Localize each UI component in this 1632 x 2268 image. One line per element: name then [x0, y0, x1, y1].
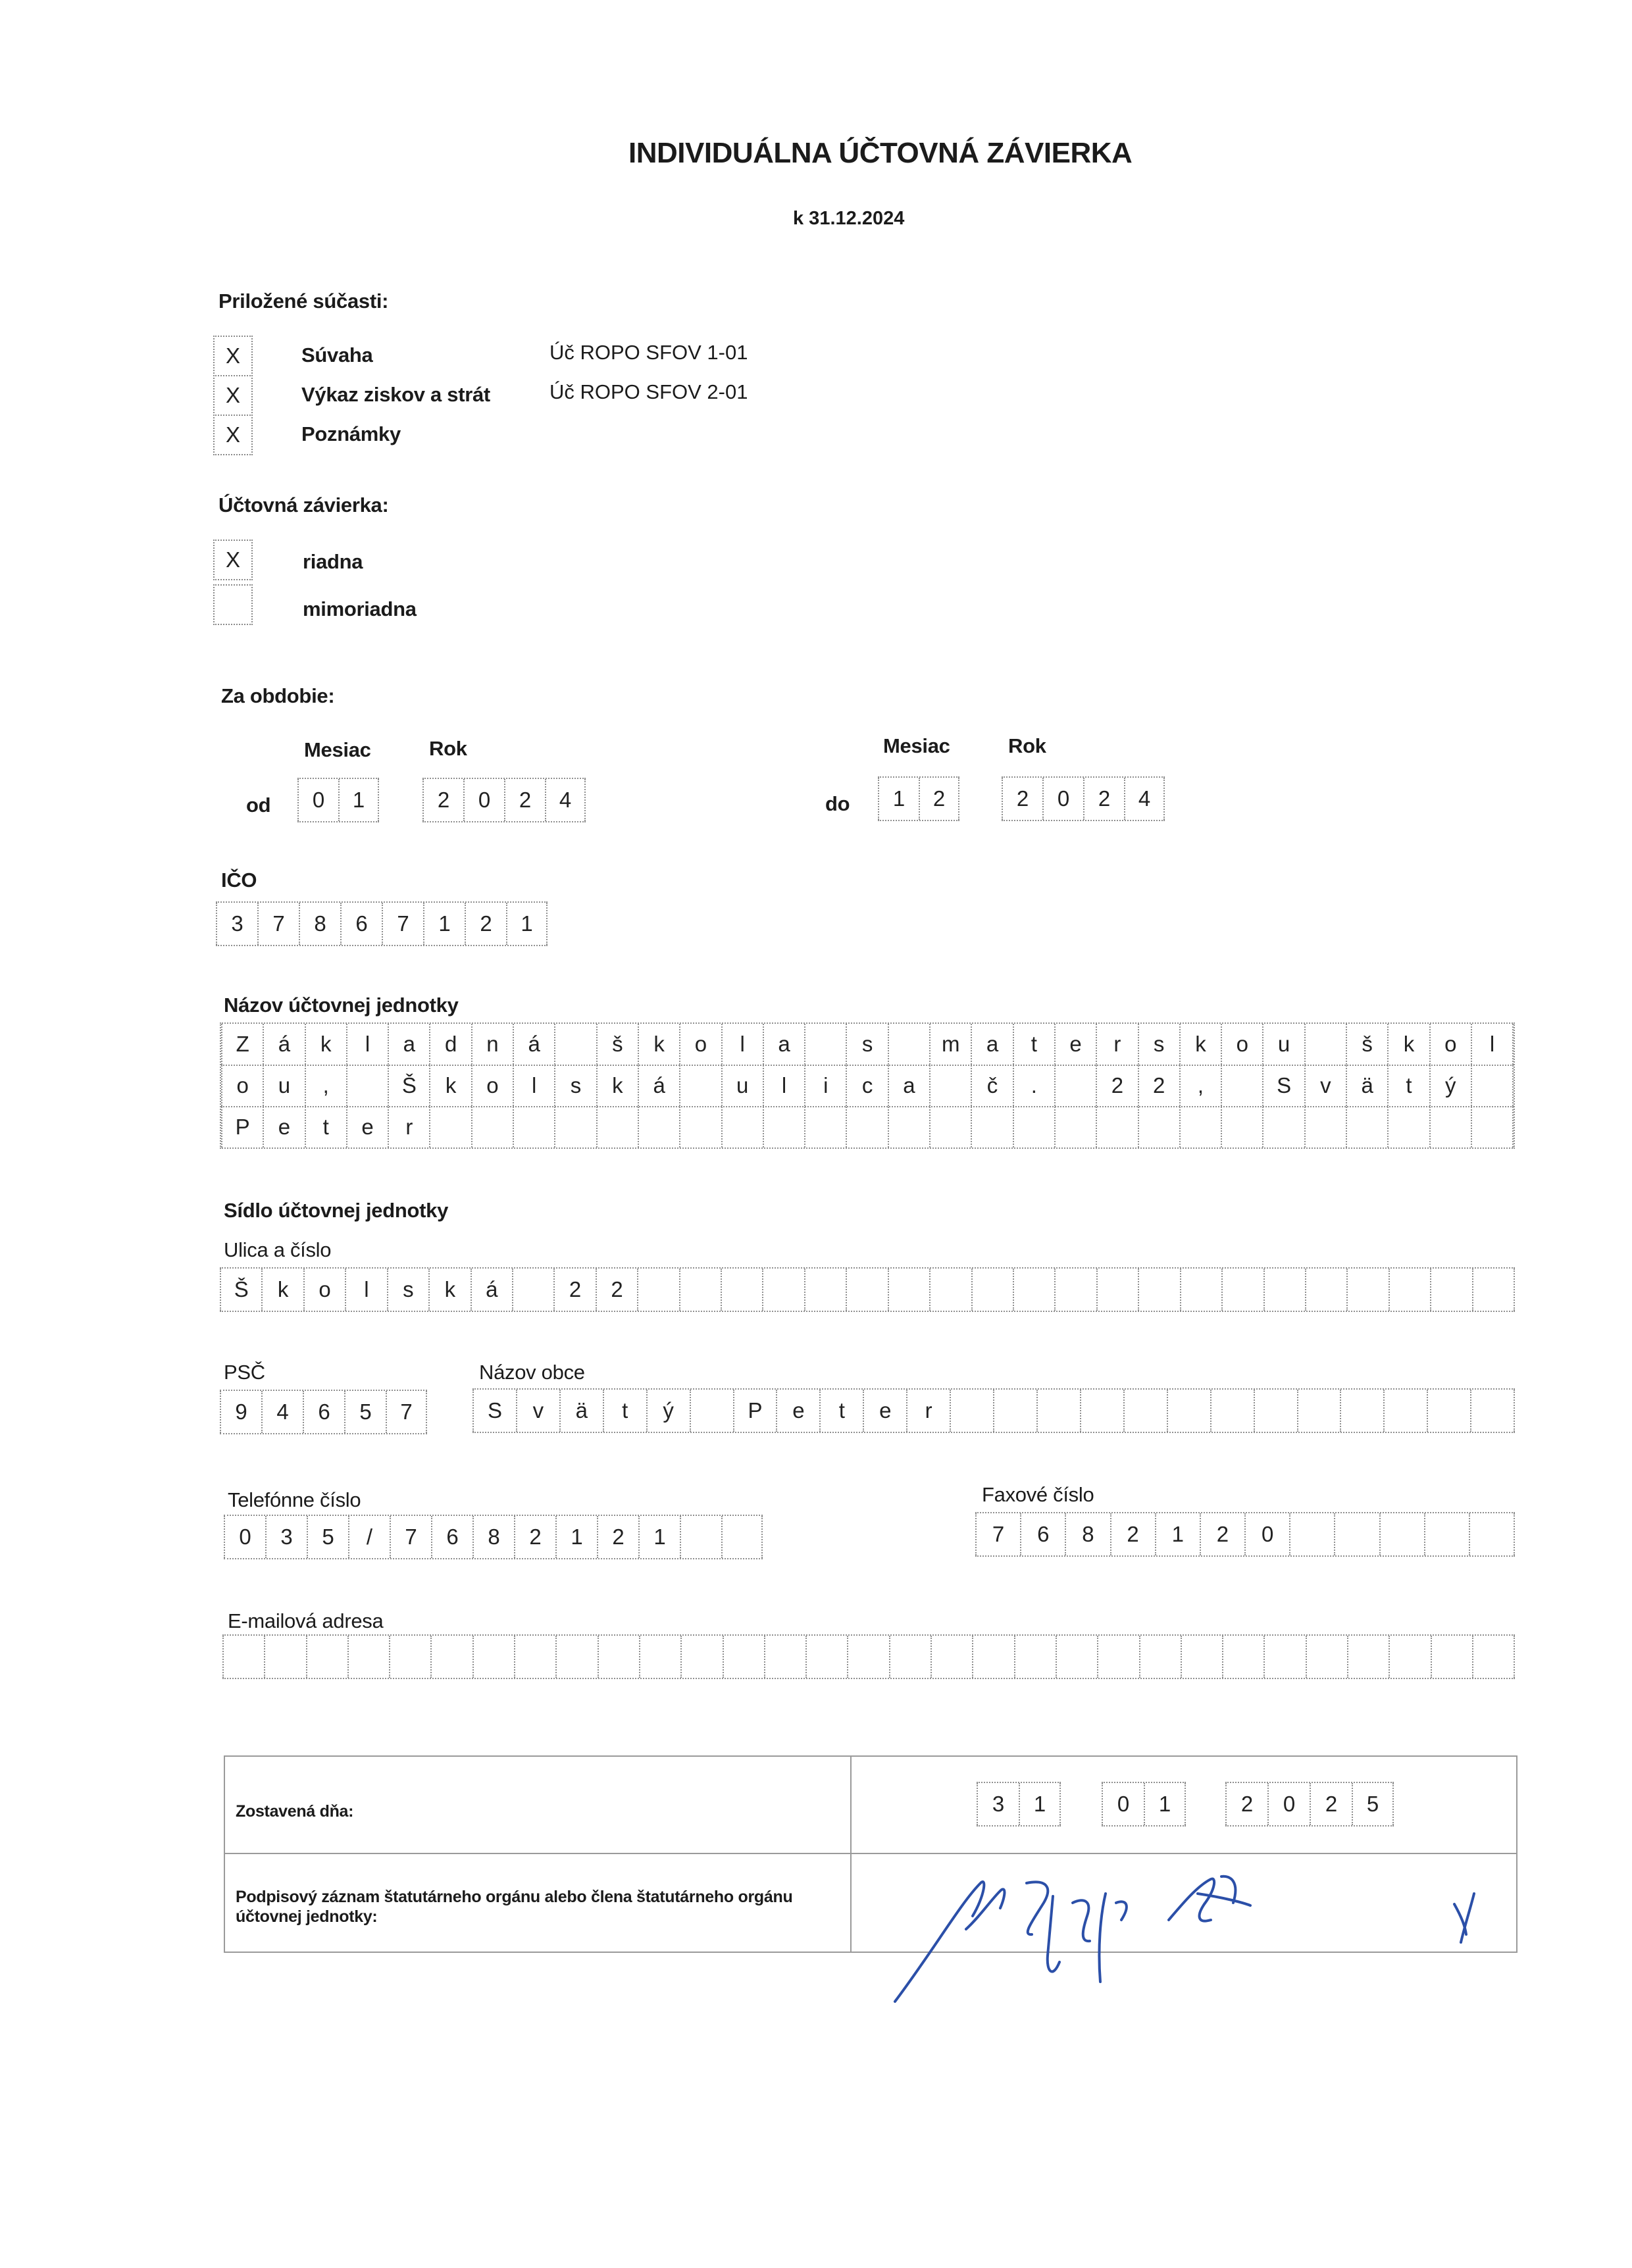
char-cell	[1138, 1269, 1179, 1311]
char-cell	[638, 1107, 679, 1147]
char-cell	[1138, 1107, 1179, 1147]
char-cell	[430, 1636, 472, 1678]
char-cell: a	[971, 1024, 1012, 1065]
compiled-year-field[interactable]	[1225, 1782, 1394, 1827]
digit-cell	[1379, 1513, 1424, 1555]
char-cell: o	[1429, 1024, 1471, 1065]
digit-cell	[680, 1516, 721, 1558]
char-cell: č	[971, 1065, 1012, 1106]
digit-cell: 2	[1002, 778, 1042, 820]
char-cell	[1430, 1269, 1471, 1311]
digit-cell: 3	[216, 903, 257, 945]
char-cell: á	[513, 1024, 554, 1065]
from-month-label: Mesiac	[304, 738, 371, 761]
char-cell: ä	[559, 1390, 603, 1432]
char-cell	[1054, 1269, 1096, 1311]
digit-cell: 1	[1144, 1783, 1186, 1825]
char-cell	[554, 1024, 596, 1065]
from-year-field[interactable]	[422, 778, 586, 822]
char-cell: 2	[1096, 1065, 1137, 1106]
char-cell	[429, 1107, 471, 1147]
attachment-checkbox-suvaha[interactable]: X	[213, 336, 253, 376]
digit-cell: 1	[555, 1516, 597, 1558]
ico-field[interactable]	[216, 901, 548, 946]
char-cell: Š	[388, 1065, 429, 1106]
char-cell: š	[596, 1024, 638, 1065]
char-cell	[1471, 1107, 1514, 1147]
digit-cell: 1	[1019, 1783, 1061, 1825]
char-cell: v	[1304, 1065, 1346, 1106]
fax-field[interactable]	[975, 1512, 1515, 1557]
char-cell: á	[471, 1269, 512, 1311]
char-cell	[847, 1636, 888, 1678]
char-cell	[1221, 1065, 1262, 1106]
char-cell	[1263, 1636, 1305, 1678]
char-cell	[1222, 1636, 1263, 1678]
char-cell	[1054, 1107, 1096, 1147]
char-cell	[1297, 1390, 1340, 1432]
char-cell	[679, 1065, 721, 1106]
char-cell: m	[929, 1024, 971, 1065]
seat-heading: Sídlo účtovnej jednotky	[224, 1199, 449, 1222]
char-cell	[1304, 1024, 1346, 1065]
digit-cell: 1	[506, 903, 548, 945]
digit-cell: 7	[975, 1513, 1020, 1555]
char-cell: s	[387, 1269, 428, 1311]
digit-cell: 7	[257, 903, 299, 945]
char-cell	[1471, 1065, 1514, 1106]
char-cell	[1014, 1636, 1056, 1678]
char-cell	[1340, 1390, 1383, 1432]
digit-cell: 4	[1124, 778, 1165, 820]
digit-cell: 7	[382, 903, 423, 945]
digit-cell: 1	[1155, 1513, 1200, 1555]
char-cell	[764, 1636, 805, 1678]
attachment-code-suvaha: Úč ROPO SFOV 1-01	[549, 341, 748, 364]
char-cell: e	[1054, 1024, 1096, 1065]
char-cell	[1472, 1636, 1515, 1678]
char-cell: n	[471, 1024, 513, 1065]
char-cell	[1389, 1636, 1430, 1678]
char-cell	[846, 1107, 887, 1147]
char-cell	[639, 1636, 680, 1678]
char-cell: u	[721, 1065, 763, 1106]
digit-cell	[721, 1516, 763, 1558]
char-cell: r	[906, 1390, 950, 1432]
char-cell	[888, 1024, 929, 1065]
digit-cell: 4	[261, 1391, 303, 1433]
char-cell: k	[596, 1065, 638, 1106]
char-cell	[972, 1636, 1013, 1678]
digit-cell: 5	[1352, 1783, 1394, 1825]
char-cell: Z	[221, 1024, 263, 1065]
char-cell	[347, 1636, 389, 1678]
char-cell	[1346, 1269, 1388, 1311]
digit-cell: 2	[1225, 1783, 1267, 1825]
char-cell	[1306, 1636, 1347, 1678]
char-cell	[971, 1107, 1012, 1147]
signature-image	[855, 1857, 1514, 2015]
psc-field[interactable]	[220, 1390, 427, 1434]
char-cell	[888, 1107, 929, 1147]
char-cell: r	[1096, 1024, 1137, 1065]
digit-cell: 2	[597, 1516, 638, 1558]
street-label: Ulica a číslo	[224, 1238, 332, 1261]
town-field[interactable]	[472, 1388, 1515, 1433]
char-cell: o	[1221, 1024, 1262, 1065]
char-cell: c	[846, 1065, 887, 1106]
char-cell	[929, 1269, 971, 1311]
char-cell	[679, 1107, 721, 1147]
char-cell	[1263, 1269, 1305, 1311]
digit-cell: 1	[878, 778, 919, 820]
fax-label: Faxové číslo	[982, 1483, 1094, 1506]
digit-cell: 6	[1020, 1513, 1065, 1555]
digit-cell: 6	[431, 1516, 472, 1558]
digit-cell: 2	[465, 903, 506, 945]
closing-regular-label: riadna	[303, 550, 363, 573]
char-cell	[931, 1636, 972, 1678]
digit-cell: 5	[344, 1391, 386, 1433]
digit-cell: 8	[472, 1516, 514, 1558]
char-cell	[762, 1269, 803, 1311]
char-cell	[993, 1390, 1036, 1432]
char-cell	[763, 1107, 804, 1147]
attachment-label-vykaz: Výkaz ziskov a strát	[301, 383, 490, 406]
char-cell	[346, 1065, 388, 1106]
char-cell	[1221, 1107, 1262, 1147]
closing-extraordinary-checkbox[interactable]	[213, 584, 253, 625]
char-cell	[1383, 1390, 1427, 1432]
digit-cell: 0	[463, 779, 504, 821]
char-cell	[389, 1636, 430, 1678]
attachment-checkbox-vykaz[interactable]: X	[213, 375, 253, 416]
closing-regular-checkbox[interactable]: X	[213, 540, 253, 580]
char-cell: e	[776, 1390, 819, 1432]
digit-cell: 8	[1065, 1513, 1109, 1555]
char-cell: a	[763, 1024, 804, 1065]
char-cell: k	[305, 1024, 346, 1065]
digit-cell: 1	[423, 903, 465, 945]
char-cell	[1427, 1390, 1470, 1432]
char-cell: s	[846, 1024, 887, 1065]
char-cell: v	[516, 1390, 559, 1432]
char-cell: á	[638, 1065, 679, 1106]
from-year-label: Rok	[429, 737, 467, 760]
to-year-field[interactable]	[1002, 776, 1165, 821]
to-label: do	[825, 792, 850, 815]
char-cell: e	[263, 1107, 304, 1147]
char-cell: ,	[1179, 1065, 1221, 1106]
char-cell	[680, 1636, 722, 1678]
phone-field[interactable]	[224, 1515, 763, 1559]
char-cell	[950, 1390, 993, 1432]
char-cell	[513, 1107, 554, 1147]
to-month-label: Mesiac	[883, 734, 950, 757]
char-cell: P	[733, 1390, 777, 1432]
char-cell	[306, 1636, 347, 1678]
char-cell	[971, 1269, 1013, 1311]
char-cell: ,	[305, 1065, 346, 1106]
digit-cell: 2	[1083, 778, 1124, 820]
char-cell: t	[305, 1107, 346, 1147]
char-cell: o	[471, 1065, 513, 1106]
digit-cell	[1469, 1513, 1515, 1555]
char-cell: ä	[1346, 1065, 1387, 1106]
char-cell: r	[388, 1107, 429, 1147]
char-cell	[637, 1269, 678, 1311]
digit-cell: 7	[390, 1516, 431, 1558]
char-cell	[721, 1269, 762, 1311]
closing-extraordinary-label: mimoriadna	[303, 597, 417, 620]
char-cell	[1304, 1107, 1346, 1147]
char-cell	[471, 1107, 513, 1147]
char-cell	[1346, 1107, 1387, 1147]
from-label: od	[246, 794, 271, 817]
char-cell: k	[638, 1024, 679, 1065]
digit-cell	[1424, 1513, 1469, 1555]
char-cell: l	[763, 1065, 804, 1106]
digit-cell: 0	[1102, 1783, 1144, 1825]
digit-cell: 1	[638, 1516, 680, 1558]
char-cell: P	[221, 1107, 263, 1147]
digit-cell	[1289, 1513, 1334, 1555]
street-field[interactable]	[220, 1267, 1515, 1312]
char-cell: l	[1471, 1024, 1514, 1065]
char-cell	[805, 1636, 847, 1678]
char-cell	[1096, 1107, 1137, 1147]
char-cell: d	[429, 1024, 471, 1065]
char-cell	[1429, 1107, 1471, 1147]
char-cell: u	[1262, 1024, 1304, 1065]
char-cell: .	[1013, 1065, 1054, 1106]
digit-cell: 1	[338, 779, 379, 821]
char-cell: l	[721, 1024, 763, 1065]
char-cell	[1123, 1390, 1167, 1432]
char-cell	[1181, 1636, 1222, 1678]
town-label: Názov obce	[479, 1361, 585, 1384]
digit-cell: /	[348, 1516, 390, 1558]
digit-cell: 6	[303, 1391, 344, 1433]
entity-name-row-2	[221, 1065, 1514, 1107]
attachment-label-suvaha: Súvaha	[301, 343, 373, 366]
char-cell: u	[263, 1065, 304, 1106]
char-cell	[889, 1636, 931, 1678]
char-cell	[723, 1636, 764, 1678]
digit-cell: 2	[504, 779, 545, 821]
char-cell	[1036, 1390, 1080, 1432]
ico-label: IČO	[221, 869, 257, 892]
char-cell	[1080, 1390, 1123, 1432]
email-field[interactable]	[222, 1634, 1515, 1679]
char-cell: S	[472, 1390, 516, 1432]
footer-column-divider	[850, 1755, 852, 1953]
char-cell	[554, 1107, 596, 1147]
char-cell	[929, 1107, 971, 1147]
digit-cell: 2	[919, 778, 959, 820]
char-cell: á	[263, 1024, 304, 1065]
compiled-date-label: Zostavená dňa:	[236, 1802, 354, 1821]
char-cell: l	[513, 1065, 554, 1106]
char-cell: e	[863, 1390, 906, 1432]
char-cell	[1180, 1269, 1221, 1311]
signature-label: Podpisový záznam štatutárneho orgánu alebo člena štatutárneho orgánu účtovnej jednotky:	[236, 1888, 793, 1926]
char-cell: k	[1179, 1024, 1221, 1065]
char-cell	[1013, 1107, 1054, 1147]
char-cell: t	[819, 1390, 863, 1432]
attachment-checkbox-poznamky[interactable]: X	[213, 415, 253, 455]
digit-cell: 9	[220, 1391, 261, 1433]
char-cell	[1210, 1390, 1254, 1432]
char-cell	[598, 1636, 639, 1678]
digit-cell: 4	[545, 779, 586, 821]
digit-cell: 0	[224, 1516, 265, 1558]
char-cell	[596, 1107, 638, 1147]
char-cell	[804, 1024, 846, 1065]
char-cell	[1431, 1636, 1472, 1678]
char-cell: i	[804, 1065, 846, 1106]
char-cell	[514, 1636, 555, 1678]
char-cell	[264, 1636, 305, 1678]
char-cell: 2	[596, 1269, 637, 1311]
digit-cell: 2	[1200, 1513, 1244, 1555]
char-cell: t	[1013, 1024, 1054, 1065]
digit-cell: 2	[1310, 1783, 1352, 1825]
char-cell: o	[303, 1269, 345, 1311]
from-month-field[interactable]	[297, 778, 379, 822]
char-cell: e	[346, 1107, 388, 1147]
to-year-label: Rok	[1008, 734, 1046, 757]
digit-cell: 0	[297, 779, 338, 821]
digit-cell: 7	[386, 1391, 427, 1433]
char-cell: k	[261, 1269, 303, 1311]
char-cell	[555, 1636, 597, 1678]
char-cell	[1305, 1269, 1346, 1311]
char-cell	[1179, 1107, 1221, 1147]
char-cell: Š	[220, 1269, 261, 1311]
char-cell	[1387, 1107, 1429, 1147]
char-cell	[1472, 1269, 1515, 1311]
char-cell	[804, 1107, 846, 1147]
char-cell	[1096, 1269, 1138, 1311]
attachment-label-poznamky: Poznámky	[301, 422, 401, 445]
char-cell: S	[1262, 1065, 1304, 1106]
digit-cell: 0	[1267, 1783, 1310, 1825]
char-cell	[1262, 1107, 1304, 1147]
digit-cell: 6	[340, 903, 382, 945]
char-cell	[1470, 1390, 1515, 1432]
char-cell	[721, 1107, 763, 1147]
period-heading: Za obdobie:	[221, 684, 335, 707]
digit-cell: 0	[1244, 1513, 1289, 1555]
char-cell: o	[221, 1065, 263, 1106]
char-cell: a	[388, 1024, 429, 1065]
char-cell: o	[679, 1024, 721, 1065]
char-cell	[690, 1390, 733, 1432]
char-cell: 2	[553, 1269, 595, 1311]
char-cell: s	[554, 1065, 596, 1106]
to-month-field[interactable]	[878, 776, 959, 821]
char-cell	[512, 1269, 553, 1311]
digit-cell: 2	[514, 1516, 555, 1558]
entity-name-row-1	[221, 1024, 1514, 1066]
char-cell	[222, 1636, 264, 1678]
digit-cell: 3	[265, 1516, 307, 1558]
char-cell	[1167, 1390, 1210, 1432]
char-cell	[1347, 1636, 1389, 1678]
compiled-month-field[interactable]	[1102, 1782, 1186, 1827]
char-cell: l	[345, 1269, 386, 1311]
digit-cell: 2	[422, 779, 463, 821]
char-cell	[472, 1636, 514, 1678]
psc-label: PSČ	[224, 1361, 265, 1384]
attachment-code-vykaz: Úč ROPO SFOV 2-01	[549, 380, 748, 403]
phone-label: Telefónne číslo	[228, 1488, 361, 1511]
char-cell	[1054, 1065, 1096, 1106]
digit-cell	[1334, 1513, 1379, 1555]
char-cell	[679, 1269, 721, 1311]
char-cell: ý	[646, 1390, 690, 1432]
char-cell	[804, 1269, 846, 1311]
digit-cell: 3	[977, 1783, 1019, 1825]
entity-name-field[interactable]	[220, 1022, 1515, 1149]
char-cell: t	[1387, 1065, 1429, 1106]
compiled-day-field[interactable]	[977, 1782, 1061, 1827]
email-label: E-mailová adresa	[228, 1609, 384, 1632]
document-title: INDIVIDUÁLNA ÚČTOVNÁ ZÁVIERKA	[628, 137, 1133, 169]
char-cell	[929, 1065, 971, 1106]
entity-name-label: Názov účtovnej jednotky	[224, 994, 459, 1017]
char-cell	[1097, 1636, 1138, 1678]
char-cell: t	[603, 1390, 646, 1432]
char-cell: ý	[1429, 1065, 1471, 1106]
char-cell	[1254, 1390, 1297, 1432]
char-cell: k	[1387, 1024, 1429, 1065]
closing-type-heading: Účtovná závierka:	[218, 493, 389, 517]
digit-cell: 5	[307, 1516, 348, 1558]
char-cell: k	[429, 1065, 471, 1106]
digit-cell: 2	[1110, 1513, 1155, 1555]
footer-divider	[224, 1853, 1517, 1854]
char-cell: k	[428, 1269, 470, 1311]
char-cell	[1139, 1636, 1181, 1678]
char-cell: 2	[1138, 1065, 1179, 1106]
attachments-heading: Priložené súčasti:	[218, 290, 389, 313]
digit-cell: 0	[1042, 778, 1083, 820]
closing-date: k 31.12.2024	[793, 208, 905, 229]
char-cell	[888, 1269, 929, 1311]
char-cell	[846, 1269, 887, 1311]
digit-cell: 8	[299, 903, 340, 945]
char-cell: a	[888, 1065, 929, 1106]
char-cell	[1221, 1269, 1263, 1311]
char-cell: s	[1138, 1024, 1179, 1065]
char-cell	[1056, 1636, 1097, 1678]
entity-name-row-3	[221, 1107, 1514, 1147]
char-cell: l	[346, 1024, 388, 1065]
char-cell: š	[1346, 1024, 1387, 1065]
char-cell	[1389, 1269, 1430, 1311]
char-cell	[1013, 1269, 1054, 1311]
